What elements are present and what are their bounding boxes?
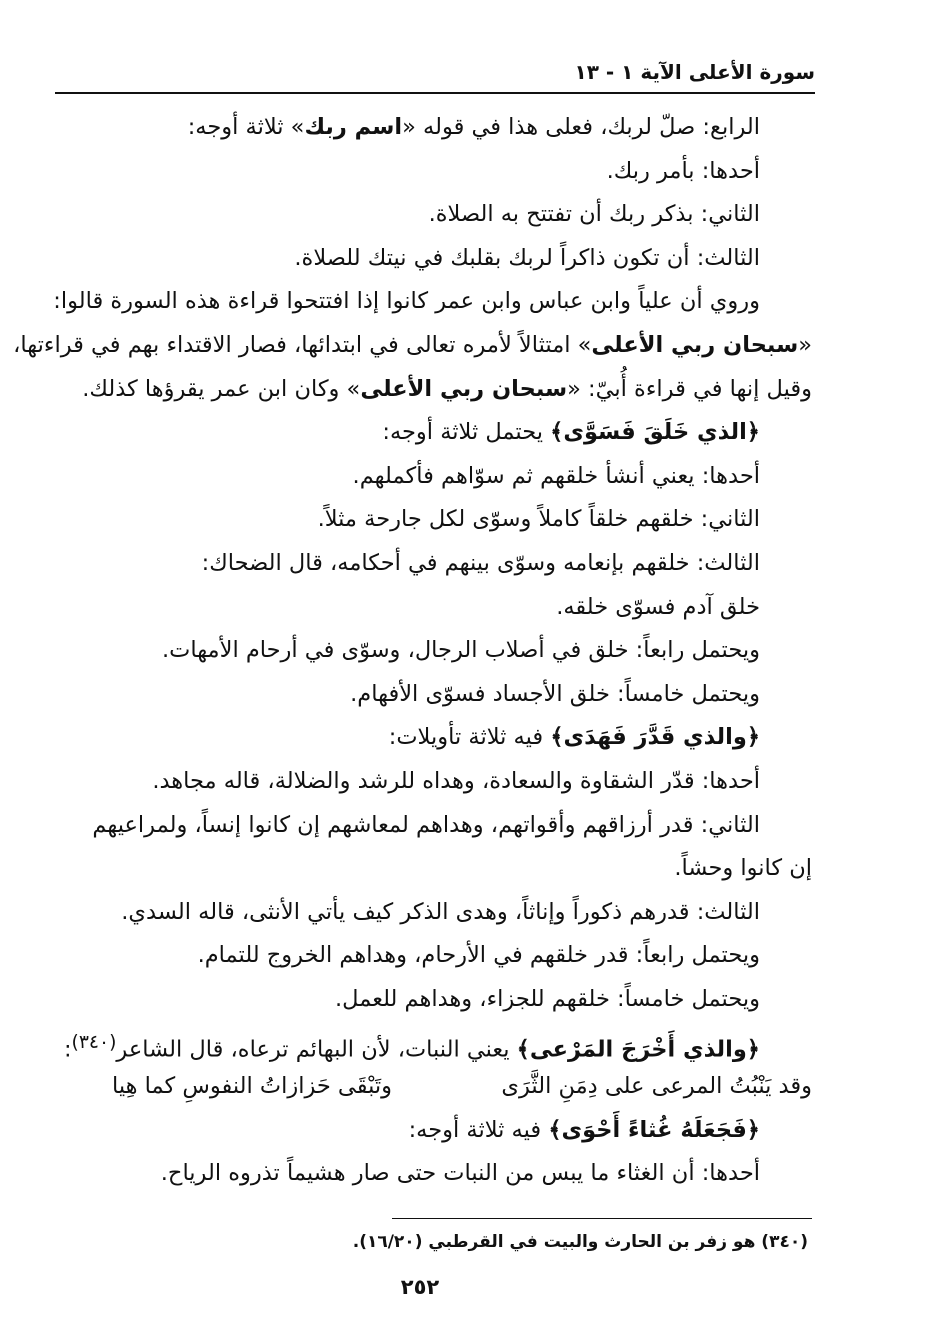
emphasis-text: اسم ربك	[304, 114, 403, 140]
emphasis-text: سبحان ربي الأعلى	[360, 375, 568, 402]
running-head: سورة الأعلى الآية ١ - ١٣	[574, 60, 815, 84]
text-run: الثالث: قدرهم ذكوراً وإناثاً، وهدى الذكر كيف يأتي الأنثى، قاله السدي.	[121, 898, 760, 925]
text-line	[112, 673, 812, 717]
text-run: ويحتمل خامساً: خلقهم للجزاء، وهداهم للعمل.	[335, 985, 760, 1012]
text-line	[82, 368, 812, 412]
text-line	[63, 1021, 812, 1065]
text-run: الرابع: صلّ لربك، فعلى هذا في قوله «	[402, 114, 760, 140]
text-line	[112, 150, 812, 194]
text-run: الثاني: قدر أرزاقهم وأقواتهم، وهداهم لمعاشهم إن كانوا إنساً، ولمراعيهم	[92, 811, 760, 838]
text-run: ويحتمل خامساً: خلق الأجساد فسوّى الأفهام.	[350, 680, 760, 707]
text-run: » امتثالاً لأمره تعالى في ابتدائها، فصار الاقتداء بهم في قراءتها،	[13, 331, 592, 358]
paragraph-block	[13, 106, 812, 1065]
text-line	[112, 498, 812, 542]
text-line	[112, 411, 812, 455]
text-run: الثالث: خلقهم بإنعامه وسوّى بينهم في أحكامه، قال الضحاك:	[201, 549, 760, 576]
emphasis-text: ﴿والذي قَدَّرَ فَهَدَى﴾	[550, 724, 760, 751]
text-line	[112, 193, 812, 237]
text-line	[112, 716, 812, 760]
footnote: (٣٤٠) هو زفر بن الحارث والبيت في القرطبي (١٦/٢٠).	[352, 1232, 808, 1252]
footnote-rule	[392, 1218, 812, 1219]
page-number: ٢٥٢	[400, 1275, 440, 1299]
text-line	[112, 1152, 812, 1196]
text-run: الثاني: خلقهم خلقاً كاملاً وسوّى لكل جارحة مثلاً.	[317, 506, 760, 533]
text-line	[112, 1109, 812, 1153]
text-line	[112, 629, 812, 673]
text-line	[112, 891, 812, 935]
text-line	[112, 934, 812, 978]
text-line	[112, 760, 812, 804]
text-line	[112, 586, 812, 630]
text-run: وقيل إنها في قراءة أُبيّ: «	[567, 375, 812, 402]
text-run: ويحتمل رابعاً: خلق في أصلاب الرجال، وسوّى في أرحام الأمهات.	[162, 637, 760, 664]
text-run: خلق آدم فسوّى خلقه.	[556, 593, 760, 620]
poetry-verse	[112, 1065, 812, 1109]
text-run: » وكان ابن عمر يقرؤها كذلك.	[82, 375, 361, 402]
body-text	[13, 106, 812, 1196]
text-line	[112, 455, 812, 499]
text-run: » ثلاثة أوجه:	[187, 114, 305, 140]
emphasis-text: ﴿والذي أَخْرَجَ المَرْعى﴾	[516, 1036, 760, 1063]
text-run: فيه ثلاثة تأويلات:	[388, 724, 551, 751]
verse-first-hemistich: وقد يَنْبُتُ المرعى على دِمَنِ الثَّرَى	[501, 1073, 812, 1100]
emphasis-text: ﴿فَجَعَلَهُ غُثاءً أَحْوَى﴾	[548, 1116, 760, 1143]
text-line	[112, 542, 812, 586]
text-run: يحتمل ثلاثة أوجه:	[382, 419, 551, 446]
text-line	[112, 847, 812, 891]
emphasis-text: ﴿الذي خَلَقَ فَسَوَّى﴾	[550, 419, 760, 446]
text-run: ويحتمل رابعاً: قدر خلقهم في الأرحام، وهداهم الخروج للتمام.	[197, 942, 760, 969]
verse-second-hemistich: وتَبْقَى حَزازاتُ النفوسِ كما هِيا	[112, 1073, 392, 1100]
text-line	[112, 237, 812, 281]
text-run: أحدها: أن الغثاء ما يبس من النبات حتى صار هشيماً تذروه الرياح.	[160, 1160, 760, 1187]
paragraph-block	[112, 1109, 812, 1196]
text-run: الثاني: بذكر ربك أن تفتتح به الصلاة.	[428, 201, 760, 228]
header-rule	[55, 92, 815, 94]
text-line	[53, 280, 812, 324]
footnote-ref: (٣٤٠)	[71, 1032, 117, 1054]
text-line	[13, 324, 812, 368]
text-run: :	[63, 1036, 72, 1063]
emphasis-text: سبحان ربي الأعلى	[591, 331, 799, 358]
text-line	[112, 106, 812, 150]
text-run: يعني النبات، لأن البهائم ترعاه، قال الشاعر	[116, 1036, 517, 1063]
text-line	[112, 978, 812, 1022]
text-run: وروي أن علياً وابن عباس وابن عمر كانوا إذا افتتحوا قراءة هذه السورة قالوا:	[53, 288, 760, 315]
text-run: فيه ثلاثة أوجه:	[408, 1116, 549, 1143]
text-run: أحدها: يعني أنشأ خلقهم ثم سوّاهم فأكملهم.	[352, 462, 760, 489]
text-run: أحدها: بأمر ربك.	[606, 157, 760, 184]
text-run: إن كانوا وحشاً.	[674, 855, 812, 882]
text-run: أحدها: قدّر الشقاوة والسعادة، وهداه للرشد والضلالة، قاله مجاهد.	[152, 767, 760, 794]
text-run: الثالث: أن تكون ذاكراً لربك بقلبك في نيتك للصلاة.	[294, 244, 760, 271]
text-line	[92, 804, 812, 848]
text-run: «	[798, 331, 812, 358]
